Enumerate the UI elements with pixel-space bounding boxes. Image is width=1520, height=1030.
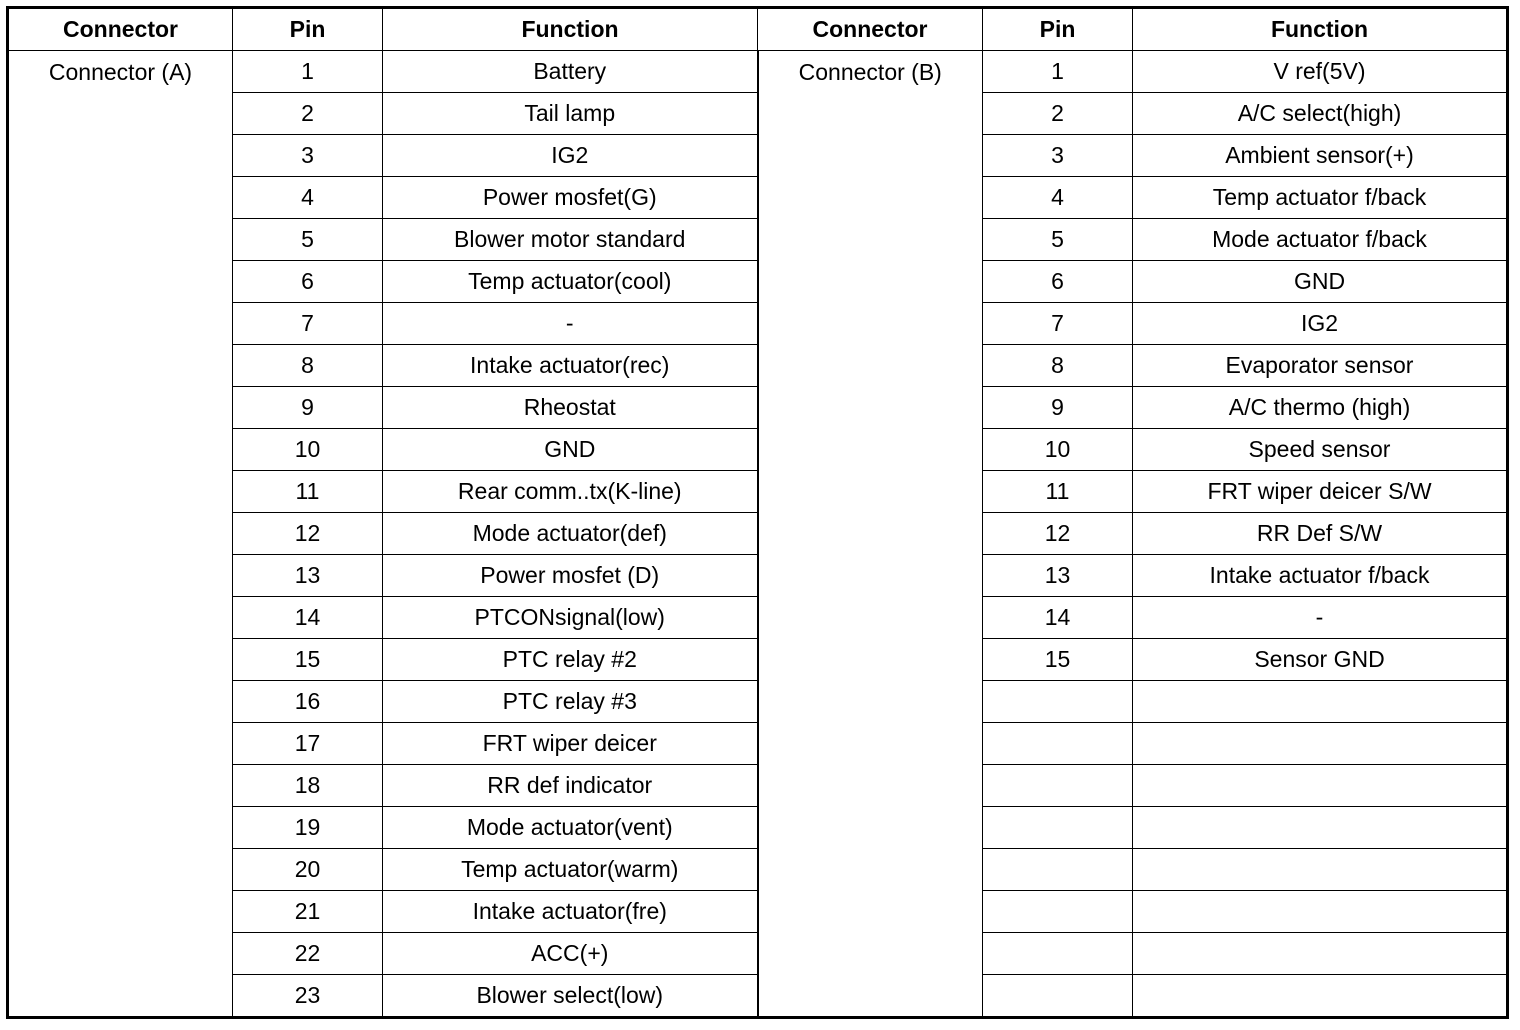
connector-a-function: IG2 <box>383 135 758 177</box>
connector-b-function: RR Def S/W <box>1133 513 1508 555</box>
header-connector-a: Connector <box>8 8 233 51</box>
connector-b-function <box>1133 975 1508 1018</box>
connector-a-function: RR def indicator <box>383 765 758 807</box>
connector-b-pin: 11 <box>983 471 1133 513</box>
connector-a-function: PTC relay #2 <box>383 639 758 681</box>
connector-a-function: Tail lamp <box>383 93 758 135</box>
connector-a-pin: 8 <box>233 345 383 387</box>
connector-a-pin: 14 <box>233 597 383 639</box>
connector-b-function <box>1133 765 1508 807</box>
connector-a-function: Temp actuator(cool) <box>383 261 758 303</box>
connector-b-pin: 10 <box>983 429 1133 471</box>
connector-a-pin: 22 <box>233 933 383 975</box>
connector-a-label: Connector (A) <box>8 51 233 1018</box>
connector-a-pin: 9 <box>233 387 383 429</box>
connector-b-function <box>1133 681 1508 723</box>
header-connector-b: Connector <box>758 8 983 51</box>
connector-a-pin: 20 <box>233 849 383 891</box>
connector-b-function: Mode actuator f/back <box>1133 219 1508 261</box>
connector-a-pin: 23 <box>233 975 383 1018</box>
connector-a-pin: 16 <box>233 681 383 723</box>
connector-b-function: - <box>1133 597 1508 639</box>
connector-a-function: Blower select(low) <box>383 975 758 1018</box>
connector-a-function: GND <box>383 429 758 471</box>
connector-a-function: Power mosfet (D) <box>383 555 758 597</box>
connector-a-function: Intake actuator(fre) <box>383 891 758 933</box>
connector-a-function: Mode actuator(def) <box>383 513 758 555</box>
connector-a-pin: 13 <box>233 555 383 597</box>
connector-a-pin: 7 <box>233 303 383 345</box>
connector-b-function <box>1133 723 1508 765</box>
connector-b-pin: 12 <box>983 513 1133 555</box>
header-row <box>8 8 1508 51</box>
connector-a-function: Intake actuator(rec) <box>383 345 758 387</box>
connector-a-pin: 18 <box>233 765 383 807</box>
connector-a-pin: 5 <box>233 219 383 261</box>
connector-b-pin: 9 <box>983 387 1133 429</box>
connector-a-pin: 17 <box>233 723 383 765</box>
connector-a-pin: 6 <box>233 261 383 303</box>
connector-b-pin: 15 <box>983 639 1133 681</box>
connector-a-function: PTC relay #3 <box>383 681 758 723</box>
connector-a-function: Power mosfet(G) <box>383 177 758 219</box>
connector-a-pin: 4 <box>233 177 383 219</box>
connector-b-pin: 13 <box>983 555 1133 597</box>
connector-b-function <box>1133 891 1508 933</box>
connector-a-pin: 10 <box>233 429 383 471</box>
connector-b-function <box>1133 807 1508 849</box>
connector-b-pin <box>983 975 1133 1018</box>
connector-a-function: Mode actuator(vent) <box>383 807 758 849</box>
connector-b-label: Connector (B) <box>758 51 983 1018</box>
connector-b-function <box>1133 933 1508 975</box>
connector-b-pin: 4 <box>983 177 1133 219</box>
table-body <box>8 51 1508 1018</box>
connector-b-pin: 8 <box>983 345 1133 387</box>
connector-b-function: Sensor GND <box>1133 639 1508 681</box>
connector-a-function: Rear comm..tx(K-line) <box>383 471 758 513</box>
header-pin-b: Pin <box>983 8 1133 51</box>
connector-b-pin <box>983 849 1133 891</box>
connector-b-function: Ambient sensor(+) <box>1133 135 1508 177</box>
connector-a-pin: 15 <box>233 639 383 681</box>
connector-pinout-table <box>6 6 1509 1019</box>
connector-b-pin <box>983 933 1133 975</box>
connector-a-pin: 19 <box>233 807 383 849</box>
connector-b-pin: 2 <box>983 93 1133 135</box>
connector-b-function: A/C thermo (high) <box>1133 387 1508 429</box>
connector-b-pin <box>983 723 1133 765</box>
connector-b-function: GND <box>1133 261 1508 303</box>
connector-b-function: Speed sensor <box>1133 429 1508 471</box>
connector-b-pin: 3 <box>983 135 1133 177</box>
connector-a-function: Rheostat <box>383 387 758 429</box>
connector-b-function: V ref(5V) <box>1133 51 1508 93</box>
connector-b-pin <box>983 681 1133 723</box>
connector-b-function <box>1133 849 1508 891</box>
connector-b-pin <box>983 807 1133 849</box>
connector-a-pin: 1 <box>233 51 383 93</box>
table-row <box>8 51 1508 93</box>
connector-b-pin: 6 <box>983 261 1133 303</box>
header-pin-a: Pin <box>233 8 383 51</box>
connector-b-pin <box>983 891 1133 933</box>
connector-a-function: Battery <box>383 51 758 93</box>
connector-a-pin: 11 <box>233 471 383 513</box>
connector-b-function: FRT wiper deicer S/W <box>1133 471 1508 513</box>
connector-a-function: Blower motor standard <box>383 219 758 261</box>
connector-a-pin: 2 <box>233 93 383 135</box>
connector-a-pin: 3 <box>233 135 383 177</box>
connector-b-pin <box>983 765 1133 807</box>
connector-a-pin: 12 <box>233 513 383 555</box>
connector-b-function: Intake actuator f/back <box>1133 555 1508 597</box>
connector-b-function: Evaporator sensor <box>1133 345 1508 387</box>
connector-b-pin: 5 <box>983 219 1133 261</box>
connector-a-function: Temp actuator(warm) <box>383 849 758 891</box>
connector-a-function: FRT wiper deicer <box>383 723 758 765</box>
connector-b-pin: 7 <box>983 303 1133 345</box>
connector-b-function: IG2 <box>1133 303 1508 345</box>
connector-b-pin: 1 <box>983 51 1133 93</box>
connector-a-function: - <box>383 303 758 345</box>
connector-b-function: Temp actuator f/back <box>1133 177 1508 219</box>
connector-b-pin: 14 <box>983 597 1133 639</box>
connector-a-pin: 21 <box>233 891 383 933</box>
connector-a-function: ACC(+) <box>383 933 758 975</box>
connector-a-function: PTCONsignal(low) <box>383 597 758 639</box>
header-function-b: Function <box>1133 8 1508 51</box>
connector-b-function: A/C select(high) <box>1133 93 1508 135</box>
header-function-a: Function <box>383 8 758 51</box>
